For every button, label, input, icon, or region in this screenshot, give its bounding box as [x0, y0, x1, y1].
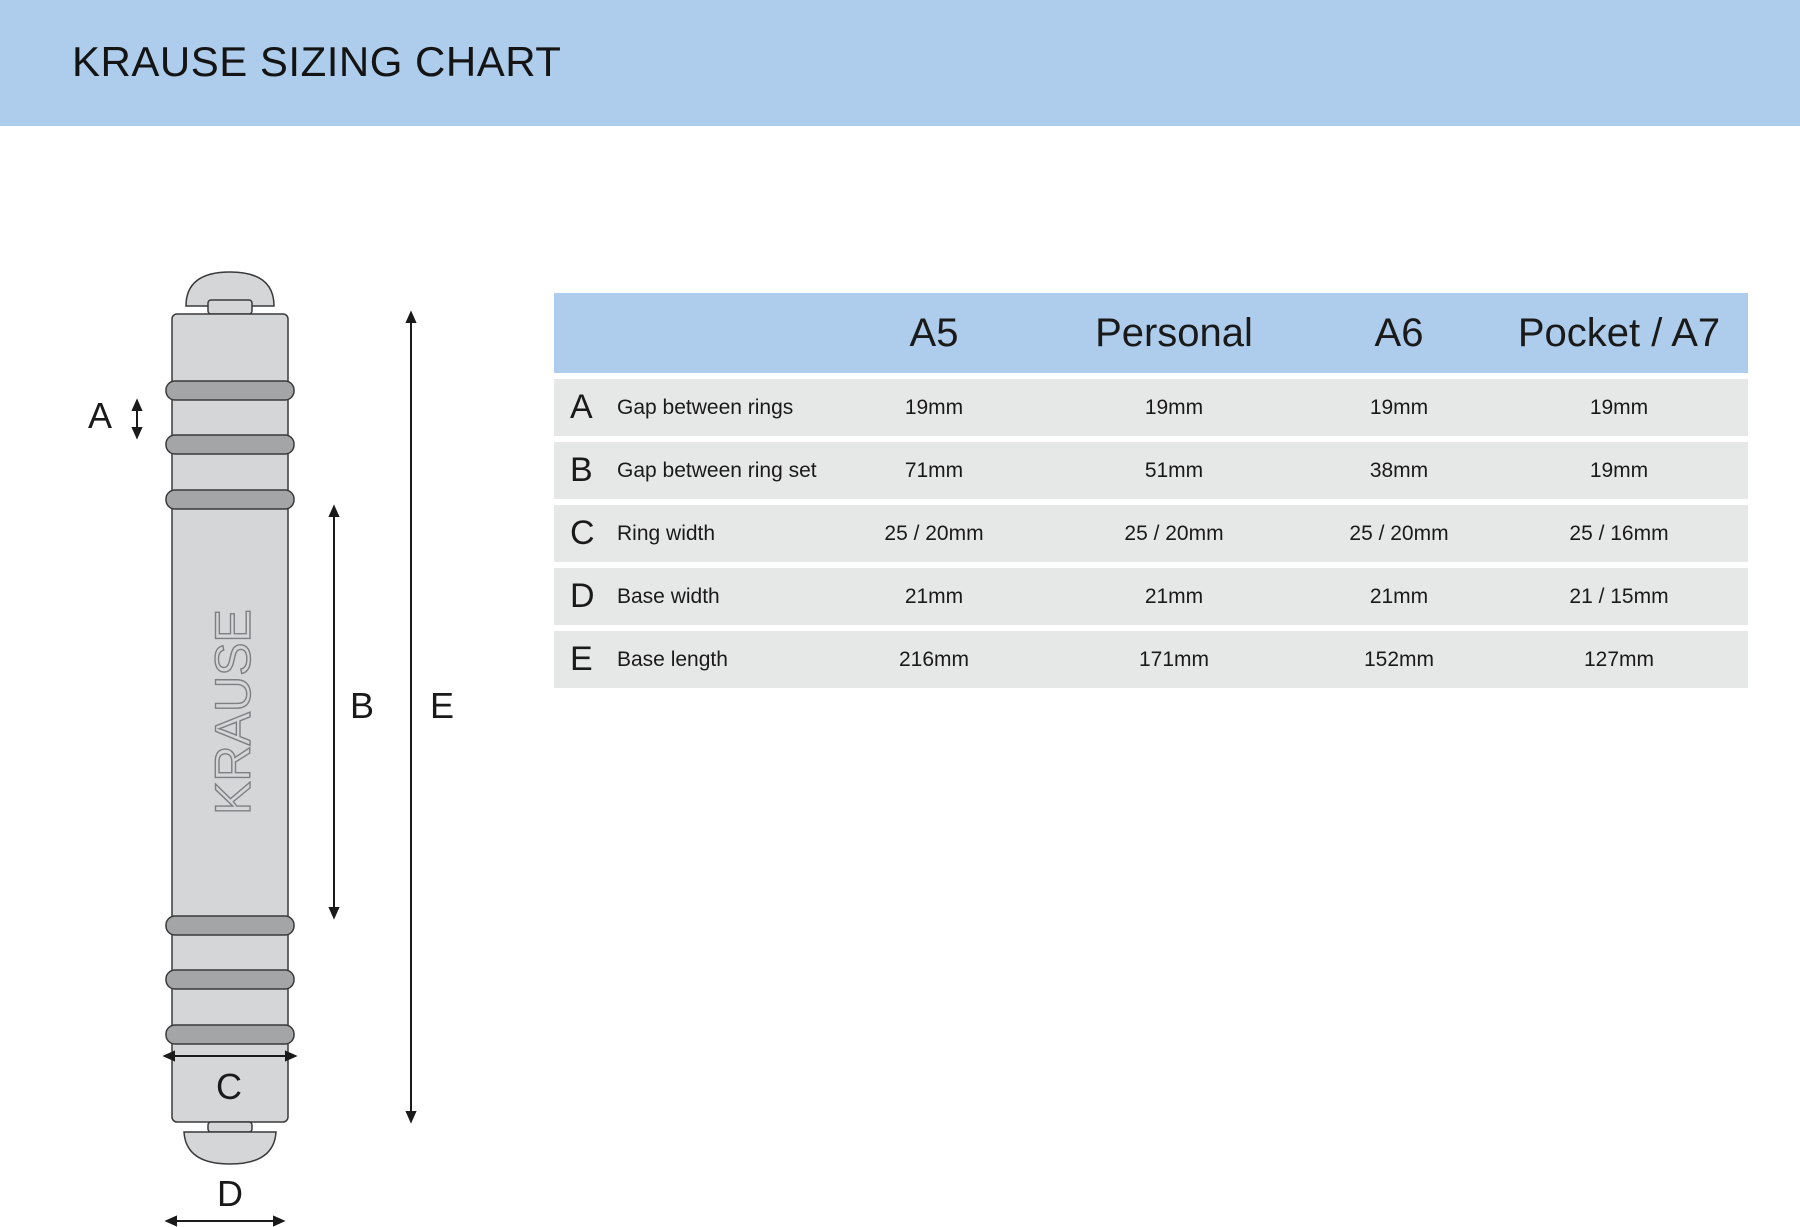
- dimension-a-label: A: [87, 395, 113, 436]
- ring: [166, 381, 294, 400]
- ring: [166, 490, 294, 509]
- dimension-d-label: D: [217, 1173, 243, 1214]
- column-header-personal: Personal: [1095, 311, 1253, 355]
- row-letter: B: [570, 451, 593, 489]
- table-row: [554, 505, 1748, 562]
- ring: [166, 916, 294, 935]
- row-letter: C: [570, 514, 595, 552]
- table-cell: 152mm: [1363, 648, 1435, 671]
- table-cell: 19mm: [1144, 396, 1204, 419]
- table-cell: 21mm: [1369, 585, 1429, 608]
- table-row: [554, 379, 1748, 436]
- table-row: [554, 631, 1748, 688]
- column-header-pocket-a7: Pocket / A7: [1517, 311, 1721, 355]
- table-cell: 38mm: [1369, 459, 1429, 482]
- table-cell: 171mm: [1138, 648, 1210, 671]
- page-title: KRAUSE SIZING CHART: [72, 38, 562, 85]
- table-cell: 216mm: [898, 648, 970, 671]
- table-row: [554, 568, 1748, 625]
- bottom-cap-stem: [208, 1122, 252, 1132]
- column-header-a5: A5: [909, 311, 959, 355]
- table-cell: 25 / 20mm: [884, 522, 984, 545]
- ring: [166, 435, 294, 454]
- row-label: Gap between ring set: [617, 459, 817, 482]
- table-cell: 127mm: [1583, 648, 1655, 671]
- column-header-a6: A6: [1374, 311, 1424, 355]
- table-cell: 21mm: [1144, 585, 1204, 608]
- sizing-table: [554, 293, 1748, 688]
- ring: [166, 1025, 294, 1044]
- row-letter: A: [570, 388, 593, 426]
- table-cell: 21 / 15mm: [1569, 585, 1669, 608]
- row-letter: E: [570, 640, 593, 678]
- table-cell: 19mm: [1589, 396, 1649, 419]
- table-cell: 25 / 20mm: [1124, 522, 1224, 545]
- table-cell: 21mm: [904, 585, 964, 608]
- table-cell: 71mm: [904, 459, 964, 482]
- table-header: [554, 293, 1748, 373]
- top-cap-stem: [208, 300, 252, 314]
- table-cell: 25 / 16mm: [1569, 522, 1669, 545]
- ring-mechanism-diagram: [0, 0, 600, 1227]
- table-cell: 25 / 20mm: [1349, 522, 1449, 545]
- bottom-cap: [184, 1132, 276, 1164]
- table-cell: 19mm: [1589, 459, 1649, 482]
- dimension-e-label: E: [429, 685, 455, 726]
- row-label: Base length: [617, 648, 728, 671]
- ring: [166, 970, 294, 989]
- row-label: Gap between rings: [617, 396, 794, 419]
- table-cell: 51mm: [1144, 459, 1204, 482]
- row-label: Ring width: [617, 522, 716, 545]
- table-row: [554, 442, 1748, 499]
- dimension-b-label: B: [349, 685, 375, 726]
- table-cell: 19mm: [1369, 396, 1429, 419]
- table-cell: 19mm: [904, 396, 964, 419]
- row-label: Base width: [617, 585, 720, 608]
- brand-text: KRAUSE: [205, 609, 261, 815]
- dimension-c-label: C: [216, 1066, 242, 1107]
- row-letter: D: [570, 577, 595, 615]
